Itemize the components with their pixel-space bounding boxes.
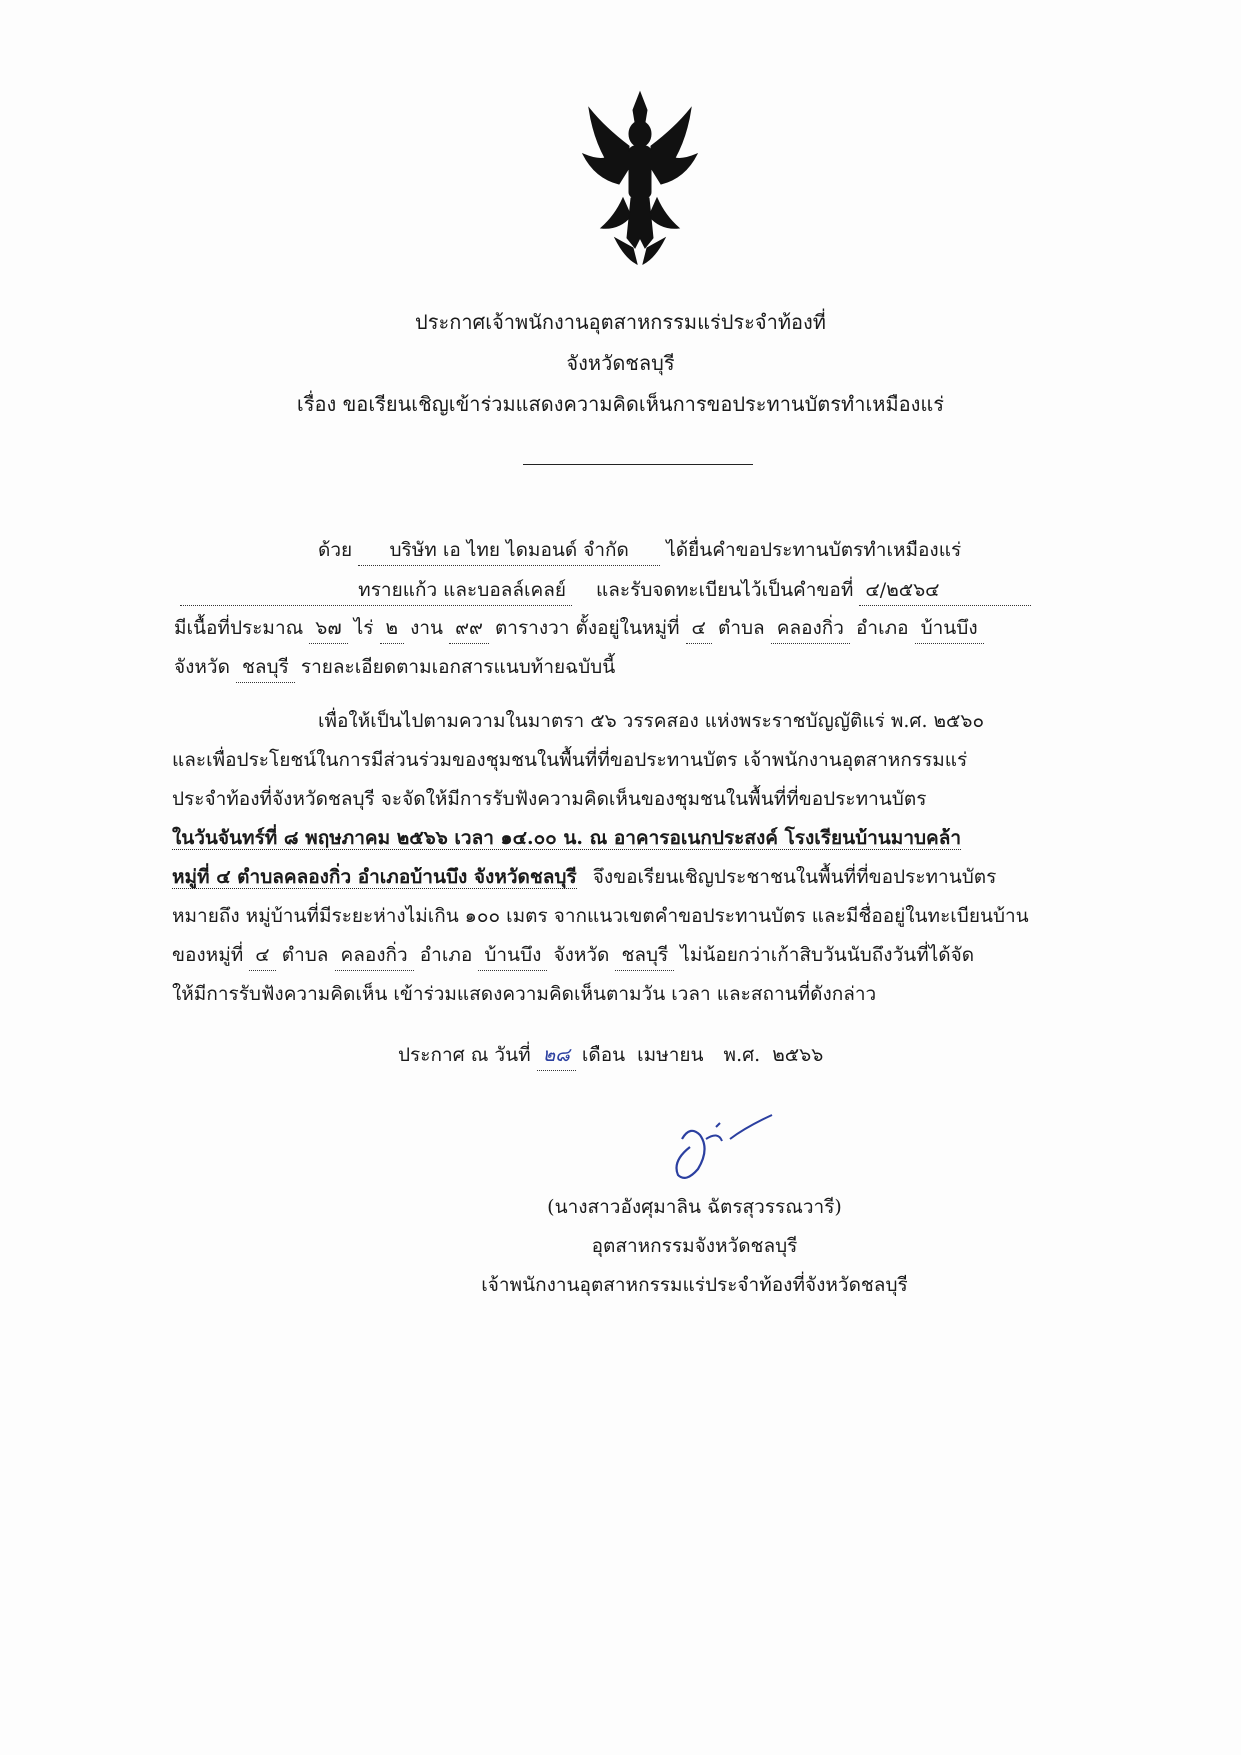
divider xyxy=(523,464,753,465)
garuda-emblem-icon xyxy=(575,88,705,268)
header-province: จังหวัดชลบุรี xyxy=(566,351,675,375)
label-province: จังหวัด xyxy=(174,656,230,678)
label-amphoe: อำเภอ xyxy=(856,617,909,639)
ngan-field: ๒ xyxy=(380,613,405,644)
label-rai: ไร่ xyxy=(353,617,374,639)
request-no-field: ๔/๒๕๖๔ xyxy=(859,575,1031,606)
signatory-name: (นางสาวอังศุมาลิน ฉัตรสุวรรณวารี) xyxy=(547,1196,842,1218)
wa-field: ๙๙ xyxy=(449,613,489,644)
announce-year: ๒๕๖๖ xyxy=(772,1044,824,1066)
signatory-title2: เจ้าพนักงานอุตสาหกรรมแร่ประจำท้องที่จังหวัดชลบุรี xyxy=(481,1274,908,1296)
tambon-field: คลองกิ่ว xyxy=(771,613,850,644)
announce-prefix: ประกาศ ณ วันที่ xyxy=(398,1044,531,1066)
para2-line5 xyxy=(172,862,996,892)
signatory-title1: อุตสาหกรรมจังหวัดชลบุรี xyxy=(591,1235,798,1257)
label-amphoe-2: อำเภอ xyxy=(419,944,473,966)
label-duay: ด้วย xyxy=(318,539,353,561)
province-field-2: ชลบุรี xyxy=(615,940,674,971)
label-province-2: จังหวัด xyxy=(553,944,610,966)
mineral-field: ทรายแก้ว และบอลล์เคลย์ xyxy=(180,575,572,606)
invite-text: จึงขอเรียนเชิญประชาชนในพื้นที่ที่ขอประทานบัตร xyxy=(592,866,997,888)
para2-line1: เพื่อให้เป็นไปตามความในมาตรา ๕๖ วรรคสอง แห่งพระราชบัญญัติแร่ พ.ศ. ๒๕๖๐ xyxy=(318,710,985,732)
para1-line3 xyxy=(174,613,984,644)
label-ninety-days: ไม่น้อยกว่าเก้าสิบวันนับถึงวันที่ได้จัด xyxy=(680,944,975,966)
label-moo: ของหมู่ที่ xyxy=(172,944,244,966)
announce-date xyxy=(398,1040,823,1071)
para1-line4 xyxy=(174,652,615,683)
label-tambon-2: ตำบล xyxy=(281,944,329,966)
amphoe-field: บ้านบึง xyxy=(915,613,984,644)
province-field: ชลบุรี xyxy=(236,652,295,683)
label-ngan: งาน xyxy=(410,617,444,639)
header-subject: เรื่อง ขอเรียนเชิญเข้าร่วมแสดงความคิดเห็นการขอประทานบัตรทำเหมืองแร่ xyxy=(296,392,945,416)
announce-month: เมษายน xyxy=(637,1044,704,1066)
para2-line7 xyxy=(172,940,974,971)
para1-line2 xyxy=(180,575,1031,606)
header-title: ประกาศเจ้าพนักงานอุตสาหกรรมแร่ประจำท้องที่ xyxy=(415,310,826,334)
label-tambon: ตำบล xyxy=(717,617,765,639)
para2-line6: หมายถึง หมู่บ้านที่มีระยะห่างไม่เกิน ๑๐๐ เมตร จากแนวเขตคำขอประทานบัตร และมีชื่ออยู่ในทะเบียนบ้าน xyxy=(172,905,1029,927)
para2-line8: ให้มีการรับฟังความคิดเห็น เข้าร่วมแสดงความคิดเห็นตามวัน เวลา และสถานที่ดังกล่าว xyxy=(172,983,877,1005)
moo-field-2: ๔ xyxy=(249,940,275,971)
para1-line1 xyxy=(318,535,961,566)
signature-mark xyxy=(660,1105,800,1185)
tambon-field-2: คลองกิ่ว xyxy=(335,940,414,971)
label-year: พ.ศ. xyxy=(723,1044,761,1066)
label-registered: และรับจดทะเบียนไว้เป็นคำขอที่ xyxy=(596,579,854,601)
rai-field: ๖๗ xyxy=(309,613,347,644)
label-submit: ได้ยื่นคำขอประทานบัตรทำเหมืองแร่ xyxy=(666,539,962,561)
meeting-location: หมู่ที่ ๔ ตำบลคลองกิ่ว อำเภอบ้านบึง จังหวัดชลบุรี xyxy=(172,866,577,888)
moo-field: ๔ xyxy=(686,613,712,644)
label-month: เดือน xyxy=(581,1044,626,1066)
label-area: มีเนื้อที่ประมาณ xyxy=(174,617,304,639)
announce-day: ๒๘ xyxy=(537,1040,576,1071)
para2-line2: และเพื่อประโยชน์ในการมีส่วนร่วมของชุมชนในพื้นที่ที่ขอประทานบัตร เจ้าพนักงานอุตสาหกรรมแร่ xyxy=(172,749,968,771)
meeting-datetime: ในวันจันทร์ที่ ๘ พฤษภาคม ๒๕๖๖ เวลา ๑๔.๐๐ น. ณ อาคารอเนกประสงค์ โรงเรียนบ้านมาบคล้า xyxy=(172,827,962,849)
label-wa: ตารางวา xyxy=(494,617,570,639)
para2-line4 xyxy=(172,823,961,853)
label-details: รายละเอียดตามเอกสารแนบท้ายฉบับนี้ xyxy=(300,656,616,678)
para2-line3: ประจำท้องที่จังหวัดชลบุรี จะจัดให้มีการรับฟังความคิดเห็นของชุมชนในพื้นที่ที่ขอประทานบัตร xyxy=(172,788,927,810)
company-field: บริษัท เอ ไทย ไดมอนด์ จำกัด xyxy=(358,535,660,566)
label-located: ตั้งอยู่ในหมู่ที่ xyxy=(575,617,680,639)
amphoe-field-2: บ้านบึง xyxy=(478,940,547,971)
